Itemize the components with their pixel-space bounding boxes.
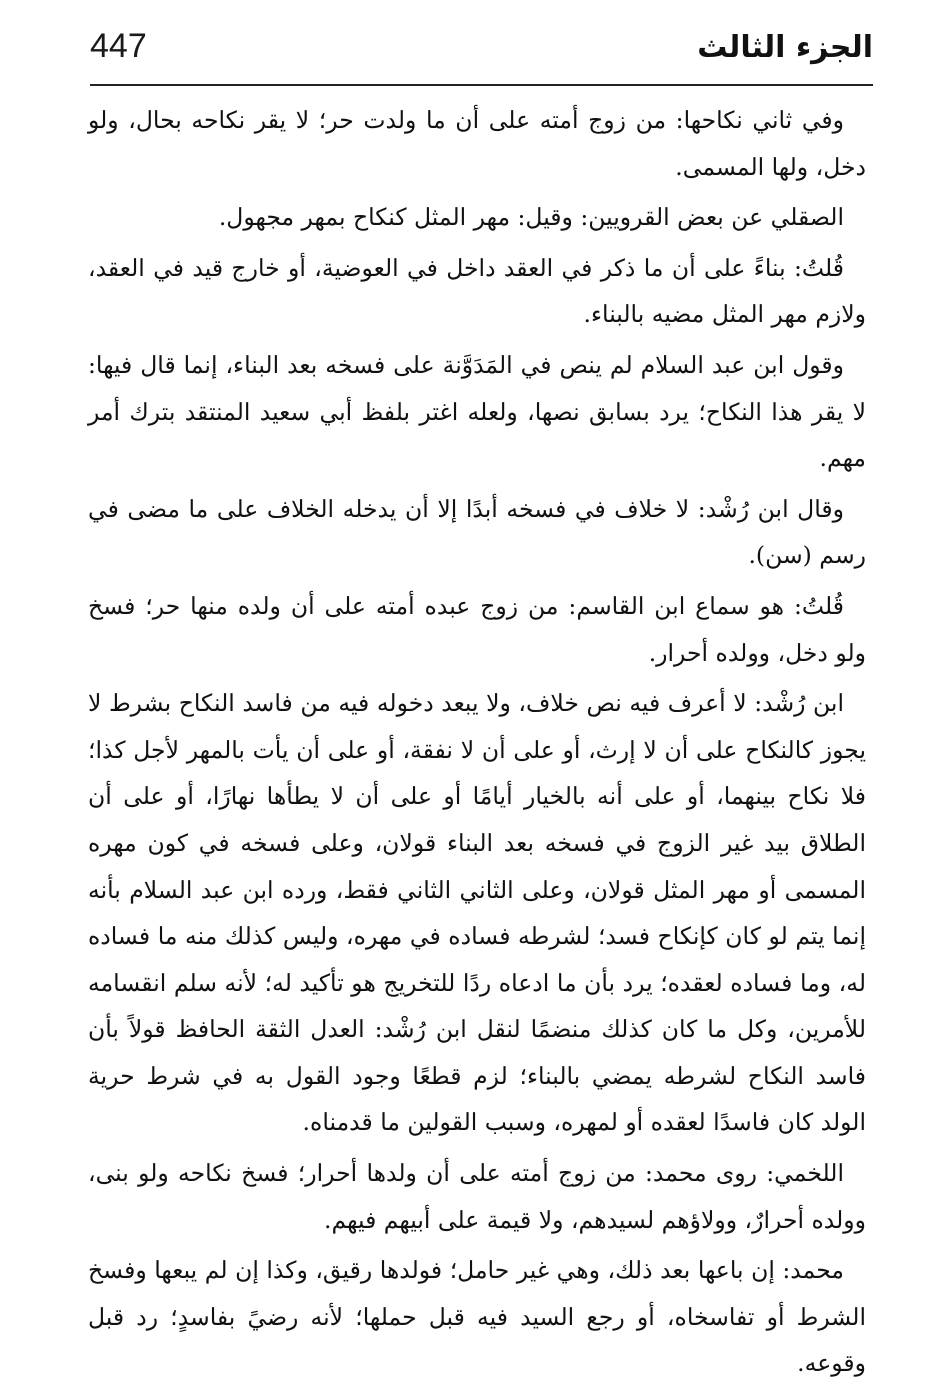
paragraph-text: وفي ثاني نكاحها: من زوج أمته على أن ما ولدت حر؛ لا يقر نكاحه بحال، ولو دخل، ولها المسمى. [88,106,866,181]
paragraph-text: وقول ابن عبد السلام لم ينص في المَدَوَّنة على فسخه بعد البناء، إنما قال فيها: لا يقر هذا النكاح؛ يرد بسابق نصها، ولعله اغتر بلفظ أبي سعيد المنتقد بترك أمر مهم. [88,350,866,473]
paragraph-text: قُلتُ: بناءً على أن ما ذكر في العقد داخل في العوضية، أو خارج قيد في العقد، ولازم مهر المثل مضيه بالبناء. [88,253,866,329]
paragraph-text: قُلتُ: هو سماع ابن القاسم: من زوج عبده أمته على أن ولده منها حر؛ فسخ ولو دخل، وولده أحرار. [88,591,866,667]
paragraph [88,245,866,338]
paragraph-text: محمد: إن باعها بعد ذلك، وهي غير حامل؛ فولدها رقيق، وكذا إن لم يبعها وفسخ الشرط أو تفاسخاه، أو رجع السيد فيه قبل حملها؛ لأنه رضيً بفاسدٍ؛ رد قبل وقوعه. [88,1256,866,1378]
paragraph [88,97,866,190]
page-header [90,24,873,86]
paragraph [88,583,866,676]
paragraph-text: اللخمي: روى محمد: من زوج أمته على أن ولدها أحرار؛ فسخ نكاحه ولو بنى، وولده أحرارٌ، وولاؤهم لسيدهم، ولا قيمة على أبيهم فيهم. [88,1159,866,1234]
page-number: 447 [90,27,147,65]
paragraph-text: وقال ابن رُشْد: لا خلاف في فسخه أبدًا إلا أن يدخله الخلاف على ما مضى في رسم (سن). [88,494,866,570]
paragraph [88,194,866,241]
paragraph [88,486,866,579]
header-rule [90,84,873,86]
paragraph [88,1150,866,1243]
paragraph [88,680,866,1146]
paragraph-text: ابن رُشْد: لا أعرف فيه نص خلاف، ولا يبعد دخوله فيه من فاسد النكاح بشرط لا يجوز كالنكاح على أن لا إرث، أو على أن لا نفقة، أو على أن يأت بالمهر لأجل كذا؛ فلا نكاح بينهما، أو على أنه بالخيار أيامًا أو على أن لا يطأها نهارًا، أو على أن الطلاق بيد غير الزوج في فسخه بعد البناء قولان، وعلى فسخه في كون مهره المسمى أو مهر المثل قولان، وعلى الثاني الثاني فقط، ورده ابن عبد السلام بأنه إنما يتم لو كان كإنكاح فسد؛ لشرطه فساده في مهره، وليس كذلك منه ما فساده له، وما فساده لعقده؛ يرد بأن ما ادعاه ردًا للتخريج هو تأكيد له؛ لأنه سلم انقسامه للأمرين، وكل ما كان كذلك منضمًا لنقل ابن رُشْد: العدل الثقة الحافظ قولاً بأن فاسد النكاح لشرطه يمضي بالبناء؛ لزم قطعًا وجود القول به في شرط حرية الولد كان فاسدًا لعقده أو لمهره، وسبب القولين ما قدمناه. [88,689,866,1137]
paragraph [88,342,866,482]
body-text [88,97,866,1391]
running-title: الجزء الثالث [697,30,873,65]
paragraph [88,1247,866,1387]
paragraph-text: الصقلي عن بعض القرويين: وقيل: مهر المثل كنكاح بمهر مجهول. [218,203,844,232]
